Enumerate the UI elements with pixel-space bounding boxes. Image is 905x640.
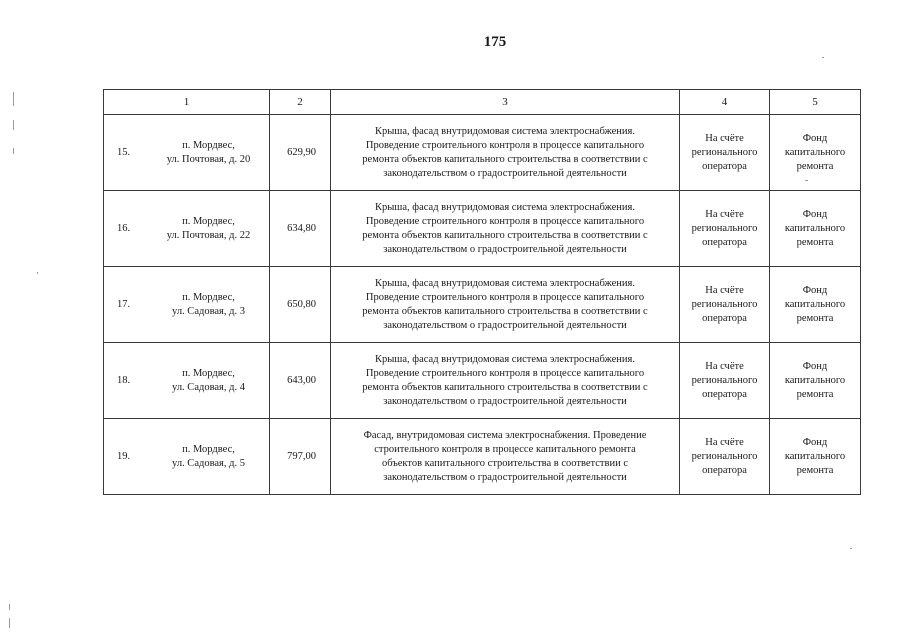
column-header-5: 5 [770, 90, 861, 115]
header-row [104, 90, 861, 115]
scan-speck [822, 57, 824, 58]
fund-cell [770, 267, 861, 343]
fund-cell [770, 343, 861, 419]
repair-schedule-table [103, 89, 861, 495]
account-cell [680, 343, 770, 419]
address-cell [104, 191, 270, 267]
row-number: 18. [117, 374, 131, 386]
column-header-3: 3 [331, 90, 680, 115]
row-number: 19. [117, 450, 131, 462]
scan-speck [805, 180, 808, 181]
table-row [104, 267, 861, 343]
works-text: Крыша, фасад внутридомовая система электроснабжения. Проведение строительного контроля в процессе капитального ремонта объектов капитального строительства в соответствии с законодательством о градостроительной деятельности [362, 201, 648, 255]
scan-speck [13, 148, 14, 154]
table-row [104, 191, 861, 267]
fund-text: Фонд капитального ремонта [784, 132, 846, 172]
account-text: На счёте регионального оператора [691, 208, 758, 248]
address: п. Мордвес, ул. Садовая, д. 4 [172, 367, 245, 393]
works-description [331, 343, 680, 419]
works-text: Крыша, фасад внутридомовая система электроснабжения. Проведение строительного контроля в процессе капитального ремонта объектов капитального строительства в соответствии с законодательством о градостроительной деятельности [362, 125, 648, 179]
scan-speck [9, 618, 10, 628]
account-text: На счёте регионального оператора [691, 436, 758, 476]
works-text: Крыша, фасад внутридомовая система электроснабжения. Проведение строительного контроля в процессе капитального ремонта объектов капитального строительства в соответствии с законодательством о градостроительной деятельности [362, 353, 648, 407]
fund-text: Фонд капитального ремонта [784, 208, 846, 248]
fund-text: Фонд капитального ремонта [784, 436, 846, 476]
address-cell [104, 115, 270, 191]
works-description [331, 419, 680, 495]
works-description [331, 267, 680, 343]
area-value: 634,80 [270, 191, 331, 267]
scan-speck [9, 604, 10, 610]
scan-speck [850, 548, 852, 549]
fund-cell [770, 191, 861, 267]
scan-speck [37, 272, 38, 274]
account-cell [680, 267, 770, 343]
account-cell [680, 419, 770, 495]
area-value: 650,80 [270, 267, 331, 343]
fund-cell [770, 115, 861, 191]
area-value: 629,90 [270, 115, 331, 191]
address: п. Мордвес, ул. Садовая, д. 3 [172, 291, 245, 317]
fund-text: Фонд капитального ремонта [784, 284, 846, 324]
account-cell [680, 191, 770, 267]
table-row [104, 115, 861, 191]
area-value: 643,00 [270, 343, 331, 419]
address-cell [104, 267, 270, 343]
account-text: На счёте регионального оператора [691, 360, 758, 400]
address: п. Мордвес, ул. Почтовая, д. 20 [166, 139, 251, 165]
address: п. Мордвес, ул. Почтовая, д. 22 [166, 215, 251, 241]
row-number: 16. [117, 222, 131, 234]
area-value: 797,00 [270, 419, 331, 495]
account-cell [680, 115, 770, 191]
address: п. Мордвес, ул. Садовая, д. 5 [172, 443, 245, 469]
page-number: 175 [483, 34, 507, 50]
scan-speck [13, 120, 14, 130]
fund-cell [770, 419, 861, 495]
column-header-4: 4 [680, 90, 770, 115]
fund-text: Фонд капитального ремонта [784, 360, 846, 400]
column-header-2: 2 [270, 90, 331, 115]
account-text: На счёте регионального оператора [691, 284, 758, 324]
table-row [104, 419, 861, 495]
address-cell [104, 419, 270, 495]
row-number: 15. [117, 146, 131, 158]
table-row [104, 343, 861, 419]
address-cell [104, 343, 270, 419]
works-text: Крыша, фасад внутридомовая система электроснабжения. Проведение строительного контроля в процессе капитального ремонта объектов капитального строительства в соответствии с законодательством о градостроительной деятельности [362, 277, 648, 331]
column-header-1: 1 [104, 90, 270, 115]
scan-speck [13, 92, 14, 106]
account-text: На счёте регионального оператора [691, 132, 758, 172]
row-number: 17. [117, 298, 131, 310]
works-description [331, 115, 680, 191]
works-text: Фасад, внутридомовая система электроснабжения. Проведение строительного контроля в процессе капитального ремонта объектов капитального строительства в соответствии с законодательством о градостроительной деятельности [363, 429, 647, 483]
works-description [331, 191, 680, 267]
